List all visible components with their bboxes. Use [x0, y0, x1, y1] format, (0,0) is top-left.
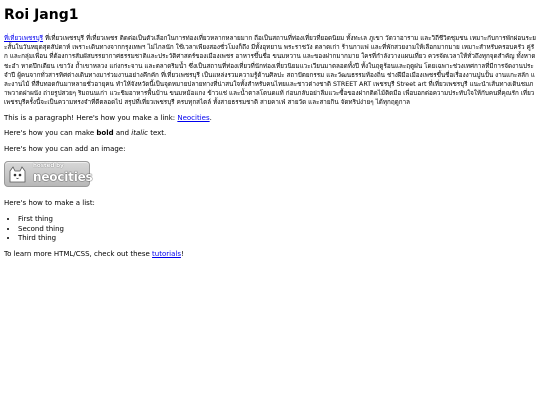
tutorials-end: ! [180, 249, 184, 258]
sample-list [4, 215, 536, 244]
list-paragraph: Here's how to make a list: [4, 199, 95, 208]
formatting-end: text. [147, 129, 167, 138]
neocities-cat-icon [5, 162, 31, 186]
bold-text: bold [96, 129, 114, 138]
italic-text: italic [131, 129, 148, 138]
thai-body-text: ที่เที่ยวเพชรบุรี ที่เที่ยวเพชร ติดต่อเป็นตัวเลือกในการท่องเที่ยวหลากหลายมาก ถือเป็นสถานที่ท่องเที่ยวที่ยอดนิยม ทั้งทะเล ภูเขา วัดวาอาราม และวิถีชีวิตชุมชน เหมาะกับการพักผ่อนระยะสั้นในวันหยุดสุดสัปดาห์ เพราะเดินทางจากกรุงเทพฯ ไม่ไกลนัก ใช้เวลาเพียงสองชั่วโมงก็ถึง มีทั้งอุทยาน พระราชวัง ตลาดเก่า ร้านกาแฟ และที่พักสวยงามให้เลือกมากมาย เหมาะสำหรับครอบครัว คู่รัก และกลุ่มเพื่อน ที่ต้องการสัมผัสบรรยากาศธรรมชาติและประวัติศาสตร์ของเมืองเพชร อาหารขึ้นชื่อ ขนมหวาน และของฝากมากมาย ใครที่กำลังวางแผนเที่ยว ควรจัดเวลาให้ทั่วถึงทุกจุดสำคัญ ทั้งหาดชะอำ หาดปึกเตียน เขาวัง ถ้ำเขาหลวง แก่งกระจาน และตลาดริมน้ำ ซึ่งเป็นสถานที่ท่องเที่ยวที่นักท่องเที่ยวนิยมแวะเวียนมาตลอดทั้งปี ทั้งในฤดูร้อนและฤดูฝน โดยเฉพาะช่วงเทศกาลที่มีการจัดงานประจำปี ผู้คนจากทั่วสารทิศต่างเดินทางมาร่วมงานอย่างคึกคัก ที่เที่ยวเพชรบุรี เป็นแหล่งรวมความรู้ด้านศิลปะ สถาปัตยกรรม และวัฒนธรรมท้องถิ่น ช่างฝีมือเมืองเพชรขึ้นชื่อเรื่องงานปูนปั้น งานแกะสลัก และงานไม้ ที่สืบทอดกันมาหลายชั่วอายุคน ทำให้จังหวัดนี้เป็นจุดหมายปลายทางที่น่าสนใจทั้งสำหรับคนไทยและชาวต่างชาติ STREET ART เพชรบุรี Street art ที่เที่ยวเพชรบุรี แนะนำเส้นทางเดินชมภาพวาดฝาผนัง ถ่ายรูปสวยๆ ริมถนนเก่า แวะชิมอาหารพื้นบ้าน ขนมหม้อแกง ข้าวแช่ และน้ำตาลโตนดแท้ ก่อนกลับอย่าลืมแวะซื้อของฝากติดไม้ติดมือ เพื่อบอกต่อความประทับใจให้กับคนที่คุณรัก เที่ยวเพชรบุรีครั้งนี้จะเป็นความทรงจำที่ดีตลอดไป สรุปที่เที่ยวเพชรบุรี ครบทุกสไตล์ ทั้งสายธรรมชาติ สายคาเฟ่ สายวัด และสายกิน จัดทริปง่ายๆ ได้ทุกฤดูกาล [4, 35, 536, 107]
tutorials-paragraph [4, 250, 536, 260]
intro-end: . [209, 113, 212, 122]
tutorials-text: To learn more HTML/CSS, check out these [4, 249, 153, 258]
formatting-paragraph [4, 129, 536, 139]
badge-wrapper [4, 161, 536, 190]
intro-paragraph [4, 114, 536, 124]
tutorials-link[interactable]: tutorials [152, 249, 181, 258]
neocities-link[interactable]: Neocities [177, 113, 210, 122]
formatting-and: and [113, 129, 132, 138]
page-title: Roi Jang1 [4, 7, 79, 23]
neocities-badge [4, 161, 93, 187]
thai-keyword-link[interactable]: ที่เที่ยวเพชรบุรี [4, 35, 44, 42]
list-item: • Second thing [18, 225, 536, 235]
intro-text: This is a paragraph! Here's how you make a link: [4, 113, 178, 122]
list-item: • First thing [18, 215, 536, 225]
badge-hosted-by: hosted by [33, 162, 64, 169]
badge-brand: neocities [33, 169, 93, 184]
formatting-text: Here's how you can make [4, 129, 97, 138]
image-paragraph: Here's how you can add an image: [4, 144, 126, 153]
thai-paragraph [4, 34, 536, 108]
list-item: • Third thing [18, 234, 536, 244]
